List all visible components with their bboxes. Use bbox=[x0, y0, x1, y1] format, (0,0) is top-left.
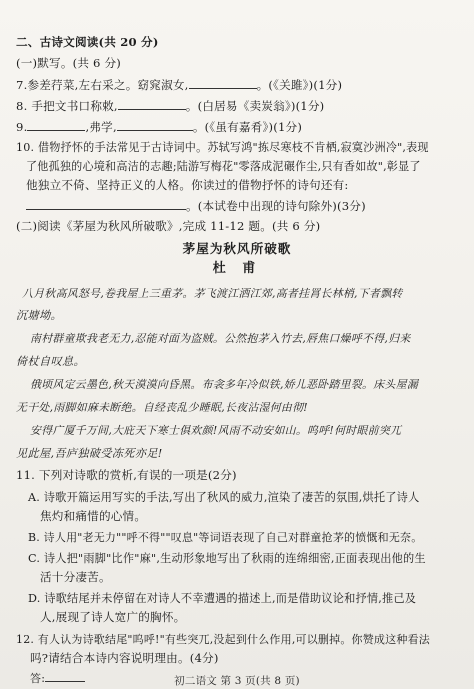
q10-blank[interactable] bbox=[26, 198, 186, 210]
poem-line: 倚杖自叹息。 bbox=[16, 355, 85, 368]
q11-option-d-line-1: D. 诗歌结尾并未停留在对诗人不幸遭遇的描述上,而是借助议论和抒情,推己及 bbox=[28, 592, 417, 605]
question-9 bbox=[16, 119, 302, 135]
q7-blank[interactable] bbox=[189, 77, 257, 89]
question-7 bbox=[16, 77, 342, 93]
poem-line: 八月秋高风怒号,卷我屋上三重茅。茅飞渡江洒江郊,高者挂罥长林梢,下者飘转 bbox=[22, 287, 403, 300]
question-8 bbox=[16, 98, 324, 114]
q8-text-a: 8. 手把文书口称敕, bbox=[16, 99, 118, 113]
poem-line: 南村群童欺我老无力,忍能对面为盗贼。公然抱茅入竹去,唇焦口燥呼不得,归来 bbox=[30, 332, 411, 345]
q7-text-a: 7.参差荇菜,左右采之。窈窕淑女, bbox=[16, 78, 189, 92]
poem-line: 无干处,雨脚如麻未断绝。自经丧乱少睡眠,长夜沾湿何由彻! bbox=[16, 401, 308, 414]
q12-answer-label: 答: bbox=[30, 672, 46, 685]
q11-option-b: B. 诗人用"老无力""呼不得""叹息"等词语表现了自己对群童抢茅的愤慨和无奈。 bbox=[28, 531, 423, 544]
q10-line-2: 了他孤独的心境和高洁的志趣;陆游写梅花"零落成泥碾作尘,只有香如故",彰显了 bbox=[26, 160, 421, 173]
section-heading: 二、古诗文阅读(共 20 分) bbox=[16, 35, 159, 49]
q8-text-b: 。(白居易《卖炭翁》)(1分) bbox=[185, 99, 325, 113]
q11-option-a-line-2: 焦灼和痛惜的心情。 bbox=[40, 509, 147, 523]
q12-line-2: 吗?请结合本诗内容说明理由。(4分) bbox=[30, 651, 219, 665]
q7-text-b: 。(《关雎》)(1分) bbox=[256, 78, 343, 92]
poem-title: 茅屋为秋风所破歌 bbox=[182, 241, 292, 256]
q11-stem: 11. 下列对诗歌的赏析,有误的一项是(2分) bbox=[16, 468, 237, 482]
q9-text-c: 。(《虽有嘉肴》)(1分) bbox=[192, 120, 303, 134]
q10-line-1: 10. 借物抒怀的手法常见于古诗词中。苏轼写鸿"拣尽寒枝不肯栖,寂寞沙洲冷",表现 bbox=[16, 141, 429, 154]
q9-blank-1[interactable] bbox=[27, 119, 85, 131]
q11-option-d-line-2: 人,展现了诗人宽广的胸怀。 bbox=[40, 610, 186, 624]
q8-blank[interactable] bbox=[118, 98, 186, 110]
poem-line: 沉塘坳。 bbox=[16, 309, 62, 322]
q10-line-4 bbox=[26, 198, 366, 214]
part1-heading: (一)默写。(共 6 分) bbox=[16, 56, 122, 70]
poem-author: 杜 甫 bbox=[212, 261, 262, 276]
page-footer: 初二语文 第 3 页(共 8 页) bbox=[174, 675, 300, 687]
q10-line-3: 他独立不倚、坚持正义的人格。你读过的借物抒怀的诗句还有: bbox=[26, 178, 349, 192]
q12-line-1: 12. 有人认为诗歌结尾"呜呼!"有些突兀,没起到什么作用,可以删掉。你赞成这种看法 bbox=[16, 633, 430, 646]
q9-blank-2[interactable] bbox=[117, 119, 193, 131]
q9-text-a: 9. bbox=[16, 120, 28, 134]
q10-text-end: 。(本试卷中出现的诗句除外)(3分) bbox=[186, 199, 366, 213]
poem-line: 见此屋,吾庐独破受冻死亦足! bbox=[16, 447, 163, 460]
poem-line: 安得广厦千万间,大庇天下寒士俱欢颜!风雨不动安如山。呜呼!何时眼前突兀 bbox=[30, 424, 402, 437]
part2-heading: (二)阅读《茅屋为秋风所破歌》,完成 11-12 题。(共 6 分) bbox=[16, 219, 321, 233]
q9-text-b: ,弗学, bbox=[85, 120, 117, 134]
q11-option-a-line-1: A. 诗歌开篇运用写实的手法,写出了秋风的威力,渲染了凄苦的氛围,烘托了诗人 bbox=[28, 491, 420, 504]
q11-option-c-line-1: C. 诗人把"雨脚"比作"麻",生动形象地写出了秋雨的连绵细密,正面表现出他的生 bbox=[28, 552, 426, 565]
q11-option-c-line-2: 活十分凄苦。 bbox=[40, 570, 111, 584]
poem-line: 俄顷风定云墨色,秋天漠漠向昏黑。布衾多年冷似铁,娇儿恶卧踏里裂。床头屋漏 bbox=[30, 378, 419, 391]
